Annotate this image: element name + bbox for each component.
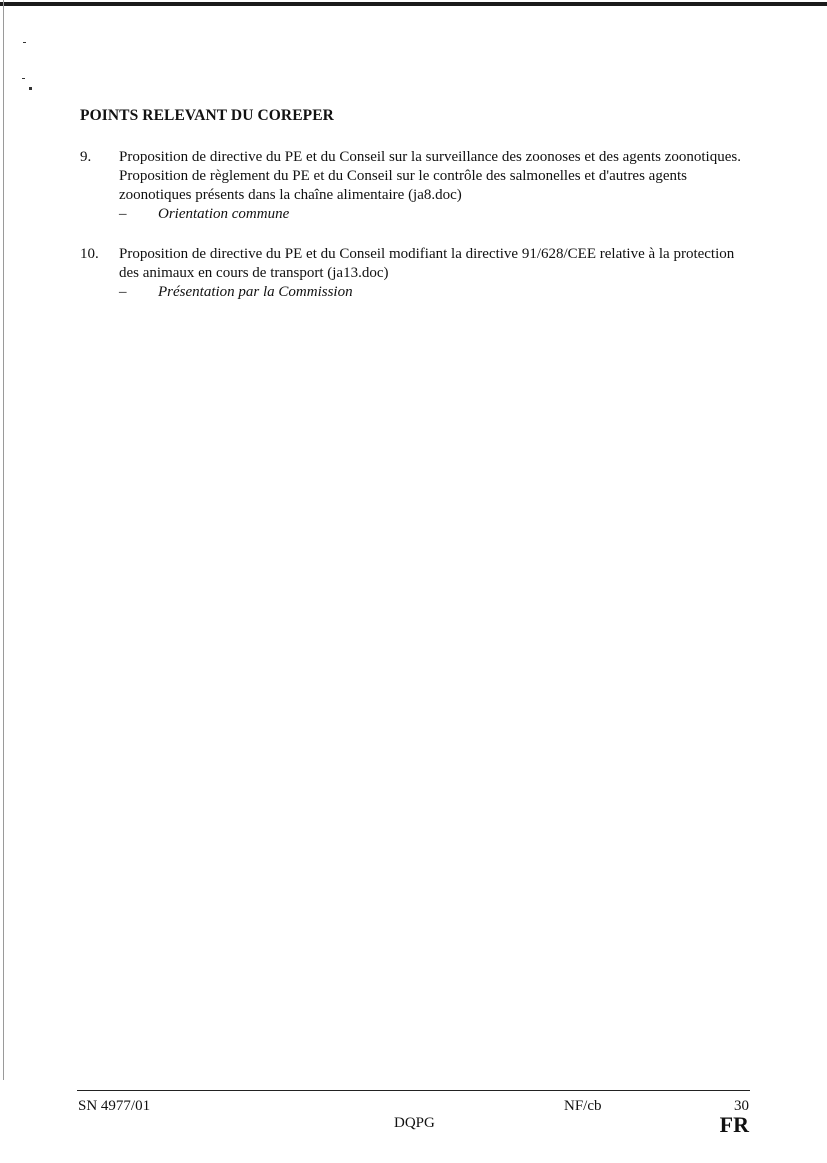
footer-department: DQPG [394, 1115, 435, 1131]
item-subpoint [119, 283, 353, 302]
footer-page-number: 30 [734, 1098, 749, 1114]
dash-bullet: – [119, 206, 127, 222]
item-text: Proposition de directive du PE et du Conseil sur la surveillance des zoonoses et des agents zoonotiques. Proposition de règlement du PE et du Conseil sur le contrôle des salmonelles et d'autres agents zoonotiques présents dans la chaîne alimentaire (ja8.doc) [119, 149, 741, 203]
dash-bullet: – [119, 284, 127, 300]
footer-doc-ref: SN 4977/01 [78, 1098, 151, 1114]
scan-speck [23, 42, 26, 43]
footer-language: FR [719, 1112, 749, 1137]
agenda-item-9 [80, 148, 750, 224]
item-number: 10. [80, 246, 99, 262]
item-subpoint-text: Orientation commune [158, 206, 290, 222]
footer-initials: NF/cb [564, 1098, 602, 1114]
left-margin-rule [3, 0, 4, 1080]
scan-speck [29, 87, 32, 90]
agenda-item-10 [80, 245, 750, 302]
scan-speck [22, 78, 25, 79]
item-number: 9. [80, 149, 92, 165]
item-subpoint-text: Présentation par la Commission [158, 284, 353, 300]
item-text: Proposition de directive du PE et du Conseil modifiant la directive 91/628/CEE relative à la protection des animaux en cours de transport (ja13.doc) [119, 246, 735, 281]
top-border-rule [0, 2, 827, 6]
section-title: POINTS RELEVANT DU COREPER [80, 107, 334, 124]
item-subpoint [119, 205, 289, 224]
footer-rule [77, 1090, 750, 1091]
